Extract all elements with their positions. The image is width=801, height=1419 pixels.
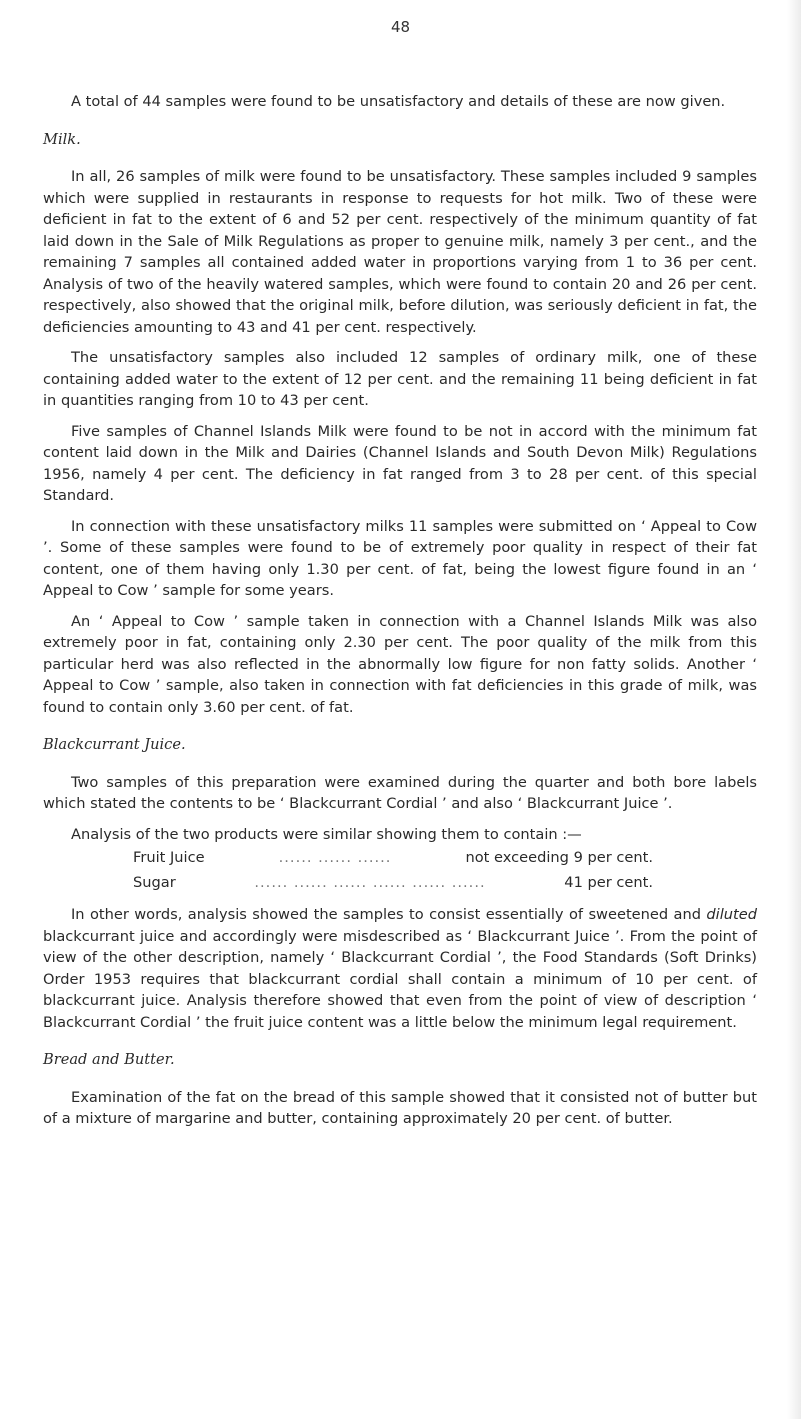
section-heading-bread: Bread and Butter. (43, 1051, 175, 1068)
page-number: 48 (390, 18, 411, 36)
blackcurrant-paragraph-2: Analysis of the two products were similar showing them to contain :— (71, 825, 582, 843)
milk-paragraph-1: In all, 26 samples of milk were found to be unsatisfactory. These samples included 9 samples which were supplied in restaurants in response to requests for hot milk. Two of these were deficient in fat to the extent of 6 and 52 per cent. respectively of the minimum quantity of fat laid down in the Sale of Milk Regulations as proper to genuine milk, namely 3 per cent., and the remaining 7 samples all contained added water in proportions varying from 1 to 36 per cent. Analysis of two of the heavily watered samples, which were found to contain 20 and 26 per cent. respectively, also showed that the original milk, before dilution, was seriously deficient in fat, the deficiencies amounting to 43 and 41 per cent. respectively. (43, 168, 757, 336)
page-content (43, 91, 757, 1130)
leader-dots: ...... ...... ...... ...... ...... ...... (254, 874, 486, 891)
milk-paragraph-5: An ‘ Appeal to Cow ’ sample taken in connection with a Channel Islands Milk was also extremely poor in fat, containing only 2.30 per cent. The poor quality of the milk from this particular herd was also reflected in the abnormally low figure for non fatty solids. Another ‘ Appeal to Cow ’ sample, also taken in connection with fat deficiencies in this grade of milk, was found to contain only 3.60 per cent. of fat. (43, 612, 757, 716)
section-heading-blackcurrant: Blackcurrant Juice. (43, 736, 186, 753)
composition-name: Sugar (133, 874, 176, 891)
section-heading-milk: Milk. (43, 130, 81, 148)
composition-value: 41 per cent. (564, 874, 653, 891)
blackcurrant-p3-emphasis: diluted (706, 906, 757, 923)
milk-paragraph-2: The unsatisfactory samples also included 12 samples of ordinary milk, one of these containing added water to the extent of 12 per cent. and the remaining 11 being deficient in fat in quantities ranging from 10 to 43 per cent. (43, 349, 757, 409)
composition-value: not exceeding 9 per cent. (465, 849, 653, 866)
composition-table (133, 845, 653, 895)
bread-paragraph-1: Examination of the fat on the bread of this sample showed that it consisted not of butter but of a mixture of margarine and butter, containing approximately 20 per cent. of butter. (43, 1088, 757, 1127)
intro-paragraph: A total of 44 samples were found to be unsatisfactory and details of these are now given. (71, 93, 726, 110)
blackcurrant-paragraph-1: Two samples of this preparation were examined during the quarter and both bore labels which stated the contents to be ‘ Blackcurrant Cordial ’ and also ‘ Blackcurrant Juice ’. (43, 773, 757, 812)
blackcurrant-p3-part-b: blackcurrant juice and accordingly were misdescribed as ‘ Blackcurrant Juice ’. From the point of view of the other description, namely ‘ Blackcurrant Cordial ’, the Food Standards (Soft Drinks) Order 1953 requires that blackcurrant cordial shall contain a minimum of 10 per cent. of blackcurrant juice. Analysis therefore showed that even from the point of view of description ‘ Blackcurrant Cordial ’ the fruit juice content was a little below the minimum legal requirement. (43, 927, 757, 1031)
composition-name: Fruit Juice (133, 849, 205, 866)
leader-dots: ...... ...... ...... (278, 849, 392, 866)
milk-paragraph-3: Five samples of Channel Islands Milk were found to be not in accord with the minimum fat content laid down in the Milk and Dairies (Channel Islands and South Devon Milk) Regulations 1956, namely 4 per cent. The deficiency in fat ranged from 3 to 28 per cent. of this special Standard. (43, 422, 757, 504)
blackcurrant-paragraph-3 (43, 904, 757, 1033)
composition-row (133, 845, 653, 870)
page-edge-shadow (787, 0, 801, 1419)
blackcurrant-p3-part-a: In other words, analysis showed the samples to consist essentially of sweetened and (71, 906, 707, 923)
milk-paragraph-4: In connection with these unsatisfactory milks 11 samples were submitted on ‘ Appeal to Cow ’. Some of these samples were found to be of extremely poor quality in respect of their fat content, one of them having only 1.30 per cent. of fat, being the lowest figure found in an ‘ Appeal to Cow ’ sample for some years. (43, 517, 757, 599)
composition-row (133, 870, 653, 895)
